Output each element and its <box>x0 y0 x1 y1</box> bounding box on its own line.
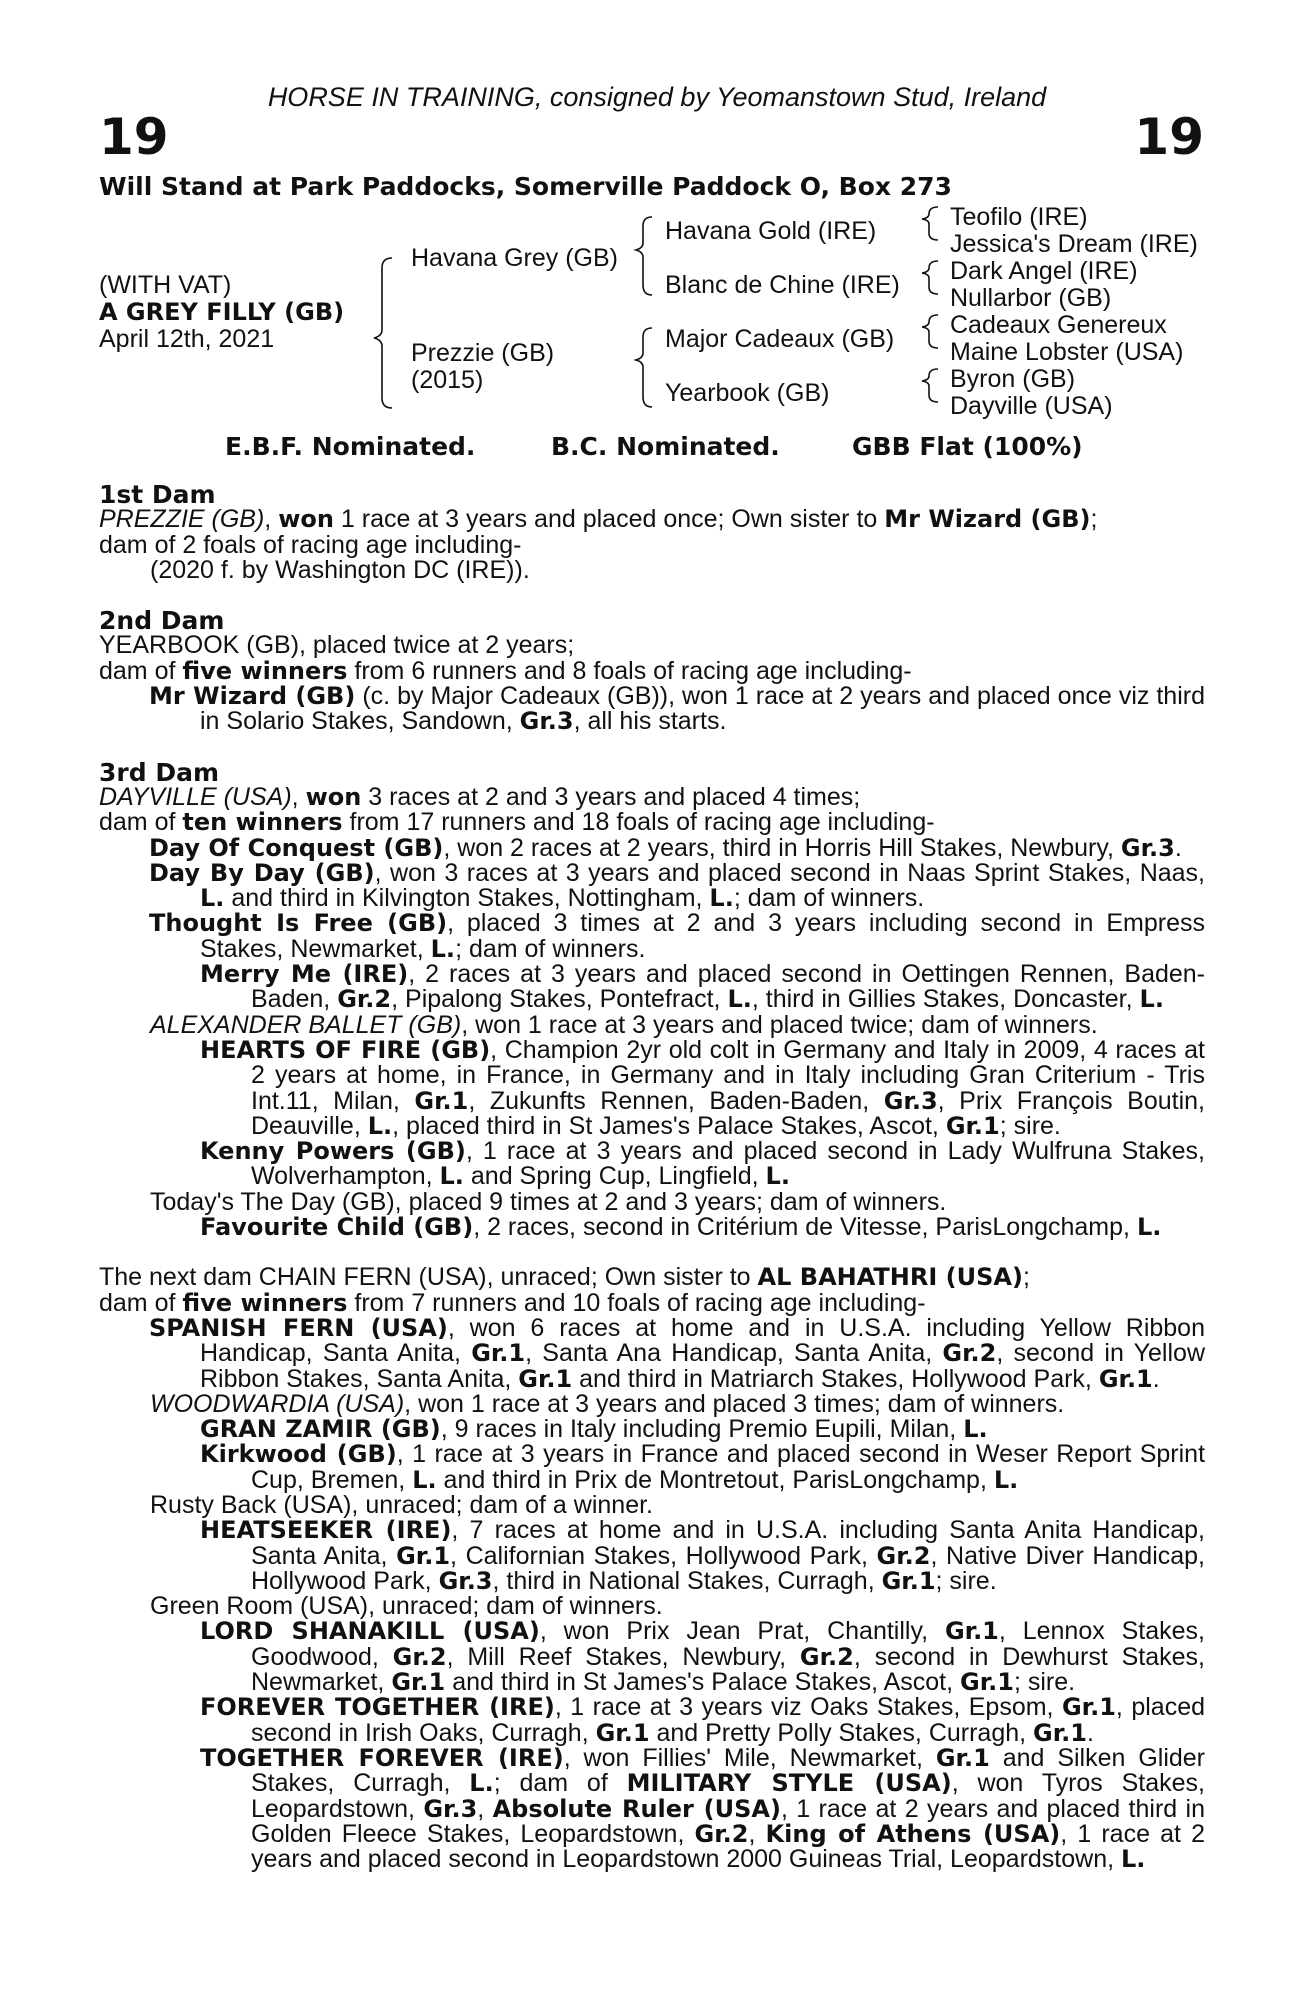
next-dam-text: The next dam CHAIN FERN (USA), unraced; Own sister to AL BAHATHRI (USA); <box>99 1263 1030 1292</box>
ssd: Jessica's Dream (IRE) <box>950 230 1198 258</box>
dam-name: Prezzie (GB) <box>411 339 555 367</box>
sds: Dark Angel (IRE) <box>950 257 1138 285</box>
third-dam-heading: 3rd Dam <box>99 757 219 787</box>
lot-number-left: 19 <box>99 108 169 166</box>
dsd: Maine Lobster (USA) <box>950 338 1184 366</box>
sire-sire: Havana Gold (IRE) <box>665 217 877 245</box>
third-dam-text: DAYVILLE (USA), won 3 races at 2 and 3 years and placed 4 times; <box>99 782 861 811</box>
stabling-location: Will Stand at Park Paddocks, Somerville Paddock O, Box 273 <box>99 172 952 201</box>
gbb-status: GBB Flat (100%) <box>852 432 1083 461</box>
lot-title: A GREY FILLY (GB) <box>99 298 345 326</box>
dam-dam: Yearbook (GB) <box>665 379 830 407</box>
dds: Byron (GB) <box>950 365 1076 393</box>
sire-dam: Blanc de Chine (IRE) <box>665 271 900 299</box>
dam-sire: Major Cadeaux (GB) <box>665 325 895 353</box>
produce-record: 1st Dam PREZZIE (GB), won 1 race at 3 years and placed once; Own sister to Mr Wizard (GB); dam of 2 foals of racing age including- (2020 f. by Washington DC (IRE)). 2nd Dam YEARBOOK (GB), placed twice at 2 years; dam of five winners from 6 runners and 8 foals of racing age including- Mr Wizard (GB) (c. by Major Cadeaux (GB)), won 1 race at 2 years and placed once viz third in Solario Stakes, Sandown, Gr.3, all his starts. 3rd Dam DAYVILLE (USA), won 3 races at 2 and 3 years and placed 4 times; dam of ten winners from 17 runners and 18 foals of racing age including- Day Of Conquest (GB), won 2 races at 2 years, third in Horris Hill Stakes, Newbury, Gr.3. Day By Day (GB), won 3 races at 3 years and placed second in Naas Sprint Stakes, Naas, L. and third in Kilvington Stakes, Nottingham, L.; dam of winners. Thought Is Free (GB), placed 3 times at 2 and 3 years including second in Empress Stakes, Newmarket, L.; dam of winners. Merry Me (IRE), 2 races at 3 years and placed second in Oettingen Rennen, Baden-Baden, Gr.2, Pipalong Stakes, Pontefract, L., third in Gillies Stakes, Doncaster, L. ALEXANDER BALLET (GB), won 1 race at 3 years and placed twice; dam of winners. HEARTS OF FIRE (GB), Champion 2yr old colt in Germany and Italy in 2009, 4 races at 2 years at home, in France, in Germany and in Italy including Gran Criterium - Tris Int.11, Milan, Gr.1, Zukunfts Rennen, Baden-Baden, Gr.3, Prix François Boutin, Deauville, L., placed third in St James's Palace Stakes, Ascot, Gr.1; sire. Kenny Powers (GB), 1 race at 3 years and placed second in Lady Wulfruna Stakes, Wolverhampton, L. and Spring Cup, Lingfield, L. Today's The Day (GB), placed 9 times at 2 and 3 years; dam of winners. Favourite Child (GB), 2 races, second in Critérium de Vitesse, ParisLongchamp, L. The next dam CHAIN FERN (USA), unraced; Own sister to AL BAHATHRI (USA); dam of five winners from 7 runners and 10 foals of racing age including- SPANISH FERN (USA), won 6 races at home and in U.S.A. including Yellow Ribbon Handicap, Santa Anita, Gr.1, Santa Ana Handicap, Santa Anita, Gr.2, second in Yellow Ribbon Stakes, Santa Anita, Gr.1 and third in Matriarch Stakes, Hollywood Park, Gr.1. WOODWARDIA (USA), won 1 race at 3 years and placed 3 times; dam of winners. GRAN ZAMIR (GB), 9 races in Italy including Premio Eupili, Milan, L. Kirkwood (GB), 1 race at 3 years in France and placed second in Weser Report Sprint Cup, Bremen, L. and third in Prix de Montretout, ParisLongchamp, L. Rusty Back (USA), unraced; dam of a winner. HEATSEEKER (IRE), 7 races at home and in U.S.A. including Santa Anita Handicap, Santa Anita, Gr.1, Californian Stakes, Hollywood Park, Gr.2, Native Diver Handicap, Hollywood Park, Gr.3, third in National Stakes, Curragh, Gr.1; sire. Green Room (USA), unraced; dam of winners. LORD SHANAKILL (USA), won Prix Jean Prat, Chantilly, Gr.1, Lennox Stakes, Goodwood, Gr.2, Mill Reef Stakes, Newbury, Gr.2, second in Dewhurst Stakes, Newmarket, Gr.1 and third in St James's Palace Stakes, Ascot, Gr.1; sire. FOREVER TOGETHER (IRE), 1 race at 3 years viz Oaks Stakes, Epsom, Gr.1, placed second in Irish Oaks, Curragh, Gr.1 and Pretty Polly Stakes, Curragh, Gr.1. TOGETHER FOREVER (IRE), won Fillies' Mile, Newmarket, Gr.1 and Silken Glider Stakes, Curragh, L.; dam of MILITARY STYLE (USA), won Tyros Stakes, Leopardstown, Gr.3, Absolute Ruler (USA), 1 race at 2 years and placed third in Golden Fleece Stakes, Leopardstown, Gr.2, King of Athens (USA), 1 race at 2 years and placed second in Leopardstown 2000 Guineas Trial, Leopardstown, L. <box>99 480 1206 1874</box>
first-dam-heading: 1st Dam <box>99 480 216 509</box>
ebf-nomination: E.B.F. Nominated. <box>225 432 476 461</box>
bc-nomination: B.C. Nominated. <box>551 432 780 461</box>
second-dam-text: YEARBOOK (GB), placed twice at 2 years; <box>99 631 575 660</box>
foaling-date: April 12th, 2021 <box>99 325 275 353</box>
sire-name: Havana Grey (GB) <box>411 244 619 272</box>
first-dam-text: PREZZIE (GB), won 1 race at 3 years and placed once; Own sister to Mr Wizard (GB); <box>99 505 1098 534</box>
lot-number-right: 19 <box>1134 108 1204 166</box>
dam-year: (2015) <box>411 366 484 394</box>
catalogue-header: HORSE IN TRAINING, consigned by Yeomanstown Stud, Ireland <box>267 82 1047 112</box>
ddd: Dayville (USA) <box>950 392 1113 420</box>
vat-note: (WITH VAT) <box>99 271 232 299</box>
dss: Cadeaux Genereux <box>950 311 1167 339</box>
sss: Teofilo (IRE) <box>950 203 1088 231</box>
sdd: Nullarbor (GB) <box>950 284 1112 312</box>
second-dam-heading: 2nd Dam <box>99 606 225 636</box>
